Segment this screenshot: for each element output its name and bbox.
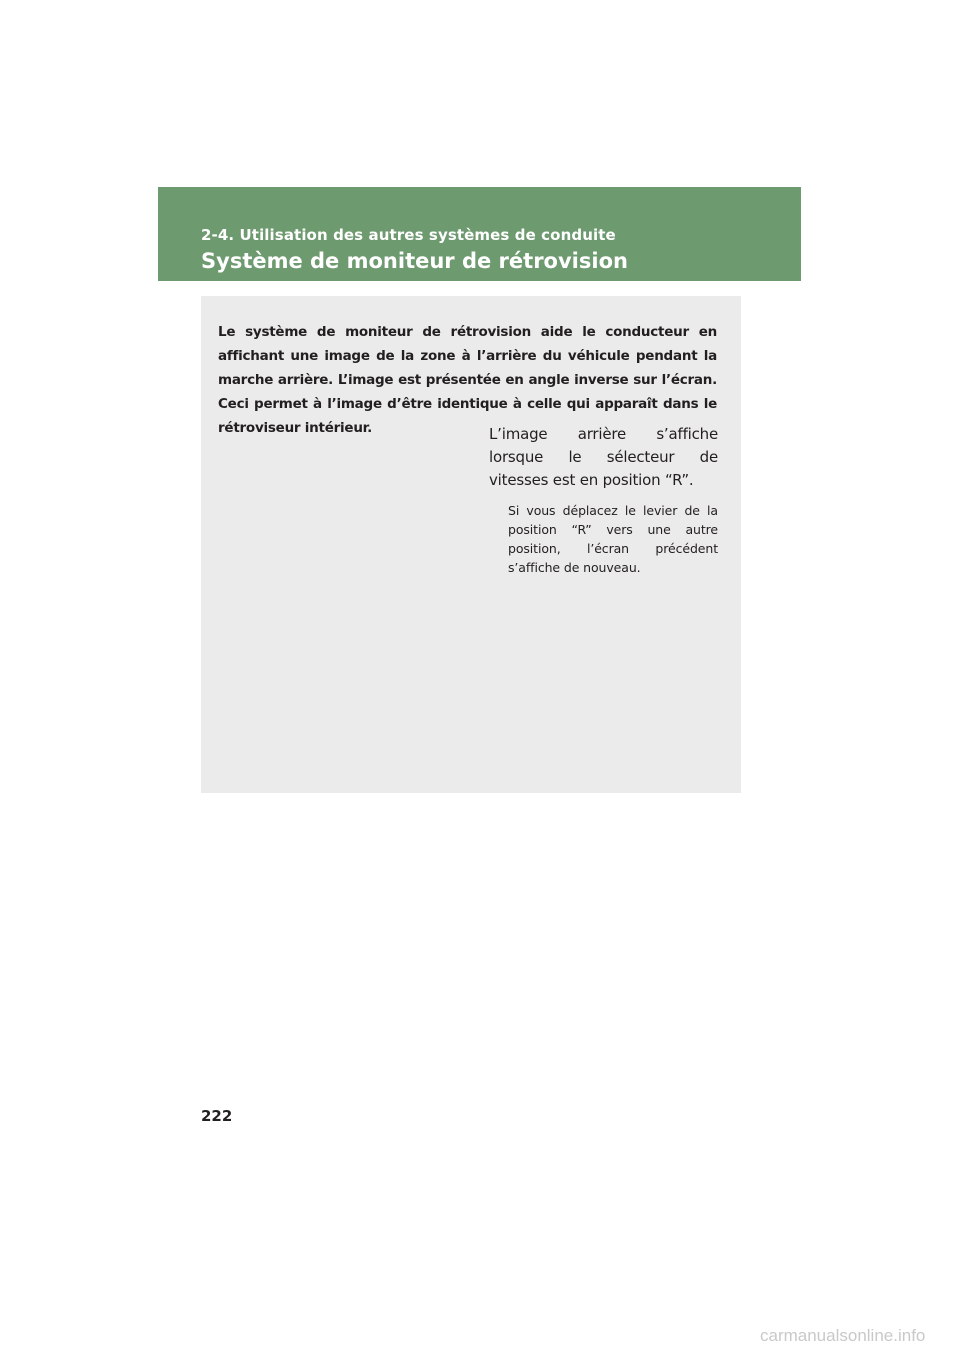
section-header [158,187,801,281]
page-title: Système de moniteur de rétrovision [201,249,628,273]
section-label: 2-4. Utilisation des autres systèmes de conduite [201,226,616,244]
content-panel [201,296,741,793]
rear-image-note: L’image arrière s’affiche lorsque le sélecteur de vitesses est en position “R”. [489,425,718,489]
page-number: 222 [201,1107,233,1125]
shift-lever-note: Si vous déplacez le levier de la position “R” vers une autre position, l’écran précédent s’affiche de nouveau. [508,503,718,575]
intro-paragraph: Le système de moniteur de rétrovision aide le conducteur en affichant une image de la zone à l’arrière du véhicule pendant la marche arrière. L’image est présentée en angle inverse sur l’écran. Ceci permet à l’image d’être identique à celle qui apparaît dans le rétroviseur intérieur. [218,324,717,436]
watermark: carmanualsonline.info [760,1326,926,1345]
